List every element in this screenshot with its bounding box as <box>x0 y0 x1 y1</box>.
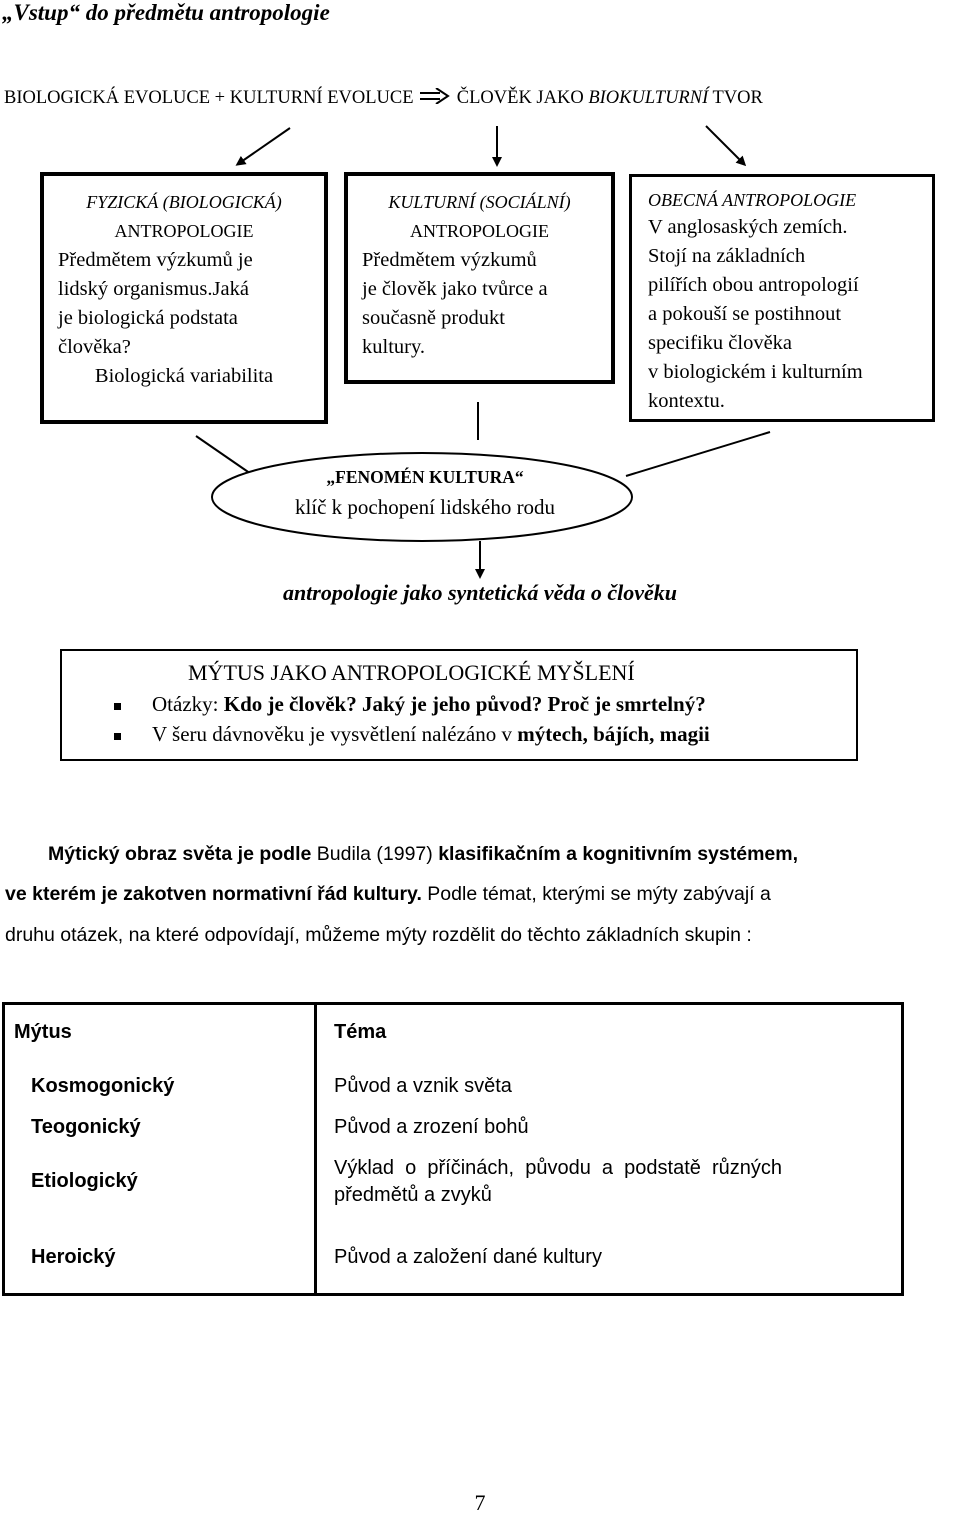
cultural-line: současně produkt <box>362 307 505 329</box>
myth-types-table <box>2 1002 904 1296</box>
table-header-theme: Téma <box>334 1021 387 1043</box>
myth-heading: MÝTUS JAKO ANTROPOLOGICKÉ MYŠLENÍ <box>188 660 635 685</box>
cultural-anthropology-box <box>344 172 615 384</box>
general-line: a pokouší se postihnout <box>648 303 842 325</box>
bullet1-bold: Kdo je člověk? Jaký je jeho původ? Proč je smrtelný? <box>223 692 706 716</box>
paragraph-line-2 <box>5 883 960 906</box>
physical-line: Předmětem výzkumů je <box>58 249 253 271</box>
general-line: kontextu. <box>648 390 725 412</box>
general-line: V anglosaských zemích. <box>648 216 848 238</box>
ellipse-heading: „FENOMÉN KULTURA“ <box>326 467 524 487</box>
arrow-to-general <box>706 126 744 164</box>
myth-bullet-explanation <box>152 722 710 747</box>
table-cell-theme: Původ a založení dané kultury <box>334 1246 602 1268</box>
table-cell-myth: Teogonický <box>31 1116 141 1138</box>
table-cell-theme-continued: předmětů a zvyků <box>334 1184 492 1206</box>
page-title: „Vstup“ do předmětu antropologie <box>2 0 330 25</box>
table-divider <box>314 1005 317 1293</box>
cultural-line: kultury. <box>362 336 426 358</box>
para-bold: ve kterém je zakotven normativní řád kultury. <box>5 883 422 905</box>
para-bold: klasifikačním a kognitivním systémem, <box>438 843 799 865</box>
bullet-square-icon <box>114 733 121 740</box>
headline-right-suffix: TVOR <box>708 88 763 108</box>
physical-line: je biologická podstata <box>58 307 238 329</box>
physical-line: lidský organismus.Jaká <box>58 278 249 300</box>
arrow-to-physical <box>238 128 290 164</box>
connector-general <box>626 432 770 476</box>
bullet2-prefix: V šeru dávnověku je vysvětlení nalézáno v <box>152 722 518 746</box>
cultural-heading-2: ANTROPOLOGIE <box>410 221 549 241</box>
bullet2-bold: mýtech, bájích, magii <box>517 722 710 746</box>
general-line: pilířích obou antropologií <box>648 274 859 296</box>
headline-right-prefix: ČLOVĚK JAKO <box>456 88 589 108</box>
ellipse-subtitle: klíč k pochopení lidského rodu <box>294 495 556 519</box>
physical-heading-1: FYZICKÁ (BIOLOGICKÁ) <box>86 192 282 212</box>
physical-heading-2: ANTROPOLOGIE <box>114 221 254 241</box>
headline-left: BIOLOGICKÁ EVOLUCE + KULTURNÍ EVOLUCE <box>4 88 414 108</box>
culture-ellipse-text <box>215 462 635 522</box>
cultural-heading-1: KULTURNÍ (SOCIÁLNÍ) <box>388 192 571 212</box>
general-line: Stojí na základních <box>648 245 806 267</box>
synthesis-statement: antropologie jako syntetická věda o člověku <box>282 580 678 605</box>
para-normal: Podle témat, kterými se mýty zabývají a <box>421 883 771 905</box>
table-cell-theme: Výklad o příčinách, původu a podstatě různých <box>334 1157 783 1179</box>
cultural-line: Předmětem výzkumů <box>362 249 537 271</box>
para-bold: Mýtický obraz světa je podle <box>48 843 312 865</box>
cultural-line: je člověk jako tvůrce a <box>362 278 548 300</box>
page-number: 7 <box>474 1490 486 1515</box>
bullet1-prefix: Otázky: <box>152 692 224 716</box>
general-heading: OBECNÁ ANTROPOLOGIE <box>648 190 857 210</box>
table-cell-myth: Kosmogonický <box>31 1075 175 1097</box>
physical-line: Biologická variabilita <box>94 365 274 387</box>
myth-box <box>60 649 858 761</box>
table-header-myth: Mýtus <box>14 1021 72 1043</box>
physical-line: člověka? <box>58 336 131 358</box>
paragraph-line-1 <box>48 843 960 866</box>
paragraph-line-3: druhu otázek, na které odpovídají, můžeme mýty rozdělit do těchto základních skupin : <box>5 924 752 946</box>
table-cell-theme: Původ a zrození bohů <box>334 1116 529 1138</box>
para-normal: Budila (1997) <box>311 843 439 865</box>
myth-bullet-questions <box>152 692 706 717</box>
table-cell-myth: Heroický <box>31 1246 116 1268</box>
headline-right-italic: BIOKULTURNÍ <box>588 88 709 108</box>
table-cell-theme: Původ a vznik světa <box>334 1075 512 1097</box>
bullet-square-icon <box>114 703 121 710</box>
physical-anthropology-box <box>40 172 328 424</box>
general-line: v biologickém i kulturním <box>648 361 863 383</box>
table-cell-myth: Etiologický <box>31 1170 138 1192</box>
general-line: specifiku člověka <box>648 332 793 354</box>
general-anthropology-box <box>629 174 935 422</box>
